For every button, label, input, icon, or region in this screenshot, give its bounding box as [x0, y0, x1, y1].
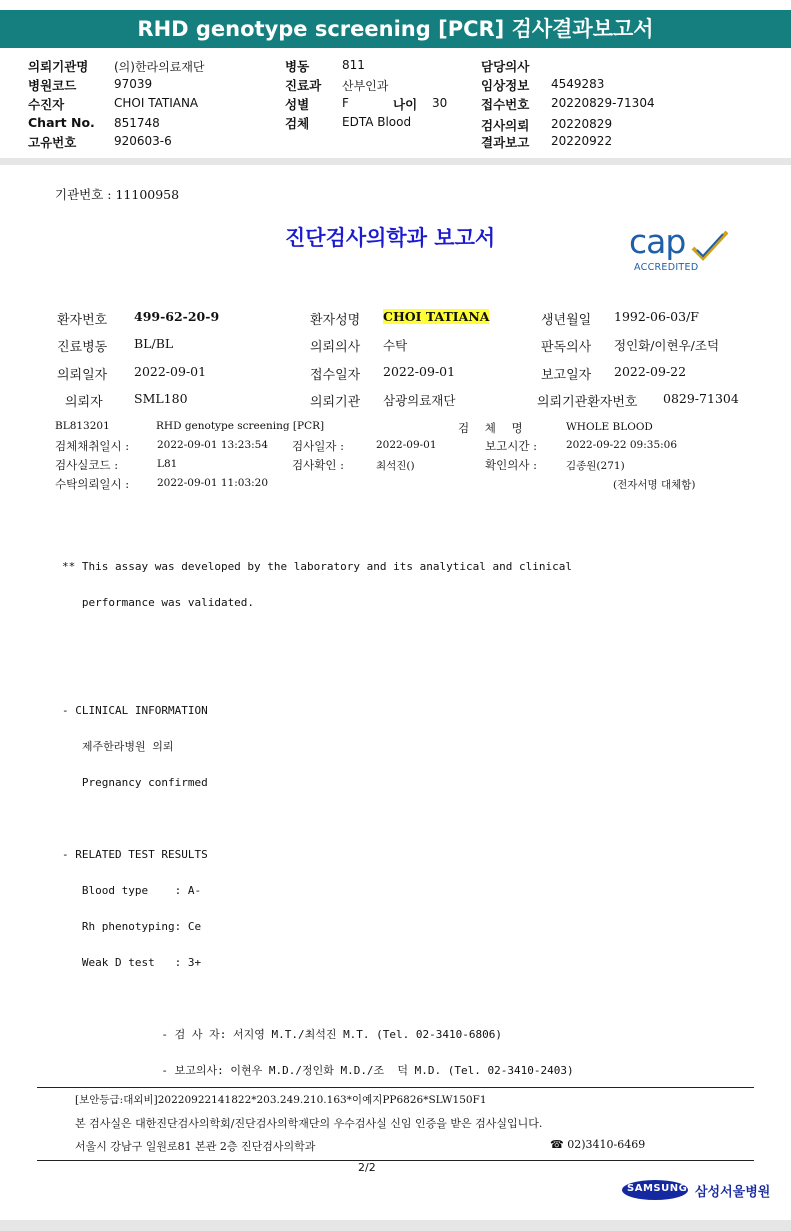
- hdr-label: 검사의뢰: [481, 118, 530, 133]
- address: 서울시 강남구 일원로81 본관 2층 진단검사의학과: [75, 1140, 316, 1153]
- cap-accredited-logo: [629, 222, 729, 278]
- test-date-label: 검사일자 :: [292, 439, 344, 453]
- hdr-label: 병동: [285, 59, 310, 74]
- hdr-label: Chart No.: [28, 115, 95, 130]
- samsung-logo-text: SAMSUNG: [627, 1183, 688, 1194]
- hdr-value: 20220829: [551, 117, 613, 131]
- consign-label: 수탁의뢰일시 :: [55, 477, 130, 491]
- hdr-value: 811: [342, 58, 365, 72]
- result-line: ** This assay was developed by the laboratory and its analytical and clinical: [62, 560, 572, 573]
- lab-code-label: 검사실코드 :: [55, 458, 119, 472]
- page-bottom-band: [0, 1220, 791, 1231]
- patient-label: 보고일자: [541, 368, 592, 383]
- patient-label: 의뢰자: [65, 395, 103, 410]
- test-date-value: 2022-09-01: [376, 439, 437, 451]
- hdr-label: 접수번호: [481, 97, 530, 112]
- patient-label: 의뢰일자: [57, 368, 108, 383]
- hdr-value: 20220922: [551, 134, 613, 148]
- patient-value: 1992-06-03/F: [614, 309, 699, 324]
- hdr-label: 의뢰기관명: [28, 59, 89, 74]
- result-line: [62, 633, 574, 645]
- result-line: [62, 669, 574, 681]
- patient-label: 환자번호: [57, 313, 108, 328]
- hdr-label: 성별: [285, 97, 310, 112]
- result-line: - RELATED TEST RESULTS: [62, 848, 208, 861]
- patient-value: 0829-71304: [663, 391, 739, 406]
- hdr-label: 검체: [285, 116, 310, 131]
- hdr-value: 4549283: [551, 77, 605, 91]
- result-line: [62, 813, 574, 825]
- consign-value: 2022-09-01 11:03:20: [157, 477, 269, 489]
- specimen-value: WHOLE BLOOD: [566, 421, 653, 433]
- collect-label: 검체채취일시 :: [55, 439, 130, 453]
- report-time-value: 2022-09-22 09:35:06: [566, 439, 678, 451]
- hdr-value: (의)한라의료재단: [114, 60, 205, 74]
- hdr-value: F: [342, 96, 349, 110]
- result-line: 제주한라병원 의뢰: [62, 740, 174, 753]
- cap-logo-text: cap: [629, 222, 686, 261]
- result-body: [62, 537, 574, 1089]
- hdr-value: 920603-6: [114, 134, 172, 148]
- hdr-label: 임상정보: [481, 78, 530, 93]
- header-divider: [0, 158, 791, 165]
- patient-label: 의뢰기관: [310, 395, 361, 410]
- result-line: [62, 993, 574, 1005]
- hdr-value: 산부인과: [342, 79, 389, 93]
- confirm-label: 검사확인 :: [292, 458, 344, 472]
- result-line: - 보고의사: 이현우 M.D./정인화 M.D./조 덕 M.D. (Tel. 02-3410-2403): [62, 1064, 574, 1077]
- patient-value: 정인화/이현우/조덕: [614, 338, 720, 353]
- test-code: BL813201: [55, 420, 110, 432]
- security-line: [보안등급:대외비]20220922141822*203.249.210.163*이예지PP6826*SLW150F1: [75, 1094, 487, 1106]
- cap-accredited-text: ACCREDITED: [634, 262, 699, 273]
- patient-value: 삼광의료재단: [383, 393, 456, 408]
- result-line: - 검 사 자: 서지영 M.T./최석진 M.T. (Tel. 02-3410-6806): [62, 1028, 503, 1041]
- patient-value: BL/BL: [134, 336, 174, 351]
- hdr-label: 수진자: [28, 97, 65, 112]
- doctor-label: 확인의사 :: [485, 458, 537, 472]
- hdr-label: 고유번호: [28, 135, 77, 150]
- checkmark-icon: [689, 230, 729, 262]
- cert-line: 본 검사실은 대한진단검사의학회/진단검사의학재단의 우수검사실 신임 인증을 받은 검사실입니다.: [75, 1117, 543, 1130]
- patient-id: 499-62-20-9: [134, 309, 220, 324]
- patient-value: SML180: [134, 391, 188, 406]
- hdr-label: 결과보고: [481, 135, 530, 150]
- hdr-value: CHOI TATIANA: [114, 96, 199, 110]
- phone: ☎ 02)3410-6469: [550, 1138, 646, 1151]
- report-time-label: 보고시간 :: [485, 439, 537, 453]
- hdr-label: 담당의사: [481, 59, 530, 74]
- footer-top-rule: [37, 1087, 754, 1088]
- specimen-label: 검 체 명: [458, 421, 529, 435]
- patient-value: 2022-09-01: [134, 364, 207, 379]
- hdr-value: EDTA Blood: [342, 115, 412, 129]
- result-line: performance was validated.: [62, 596, 255, 609]
- patient-label: 환자성명: [310, 313, 361, 328]
- hospital-name: 삼성서울병원: [695, 1185, 771, 1200]
- page-number: 2/2: [358, 1161, 376, 1174]
- patient-label: 생년월일: [541, 313, 592, 328]
- hdr-value: 851748: [114, 116, 160, 130]
- report-title: 진단검사의학과 보고서: [285, 226, 496, 250]
- result-line: Weak D test : 3+: [62, 956, 202, 969]
- test-name: RHD genotype screening [PCR]: [156, 420, 325, 432]
- patient-label: 의뢰의사: [310, 340, 361, 355]
- patient-value: 2022-09-22: [614, 364, 687, 379]
- result-line: Rh phenotyping: Ce: [62, 920, 202, 933]
- result-line: - CLINICAL INFORMATION: [62, 704, 208, 717]
- confirm-value: 최석진(): [376, 460, 415, 472]
- collect-value: 2022-09-01 13:23:54: [157, 439, 269, 451]
- hdr-value: 97039: [114, 77, 153, 91]
- report-header-title: RHD genotype screening [PCR] 검사결과보고서: [0, 10, 791, 48]
- patient-label: 진료병동: [57, 340, 108, 355]
- result-line: Pregnancy confirmed: [62, 776, 208, 789]
- hdr-label: 나이: [393, 97, 418, 112]
- patient-value: 2022-09-01: [383, 364, 456, 379]
- patient-label: 판독의사: [541, 340, 592, 355]
- patient-label: 의뢰기관환자번호: [537, 395, 638, 410]
- esign-note: (전자서명 대체함): [613, 479, 696, 491]
- doctor-value: 김종원(271): [566, 460, 625, 472]
- institution-number: 기관번호 : 11100958: [55, 187, 180, 202]
- hdr-value: 20220829-71304: [551, 96, 655, 110]
- patient-value: 수탁: [383, 338, 408, 353]
- hdr-label: 진료과: [285, 78, 322, 93]
- patient-label: 접수일자: [310, 368, 361, 383]
- hdr-value: 30: [432, 96, 448, 110]
- footer-bottom-rule: [37, 1160, 754, 1161]
- lab-code-value: L81: [157, 458, 178, 470]
- hdr-label: 병원코드: [28, 78, 77, 93]
- result-line: Blood type : A-: [62, 884, 202, 897]
- patient-name: CHOI TATIANA: [383, 309, 490, 324]
